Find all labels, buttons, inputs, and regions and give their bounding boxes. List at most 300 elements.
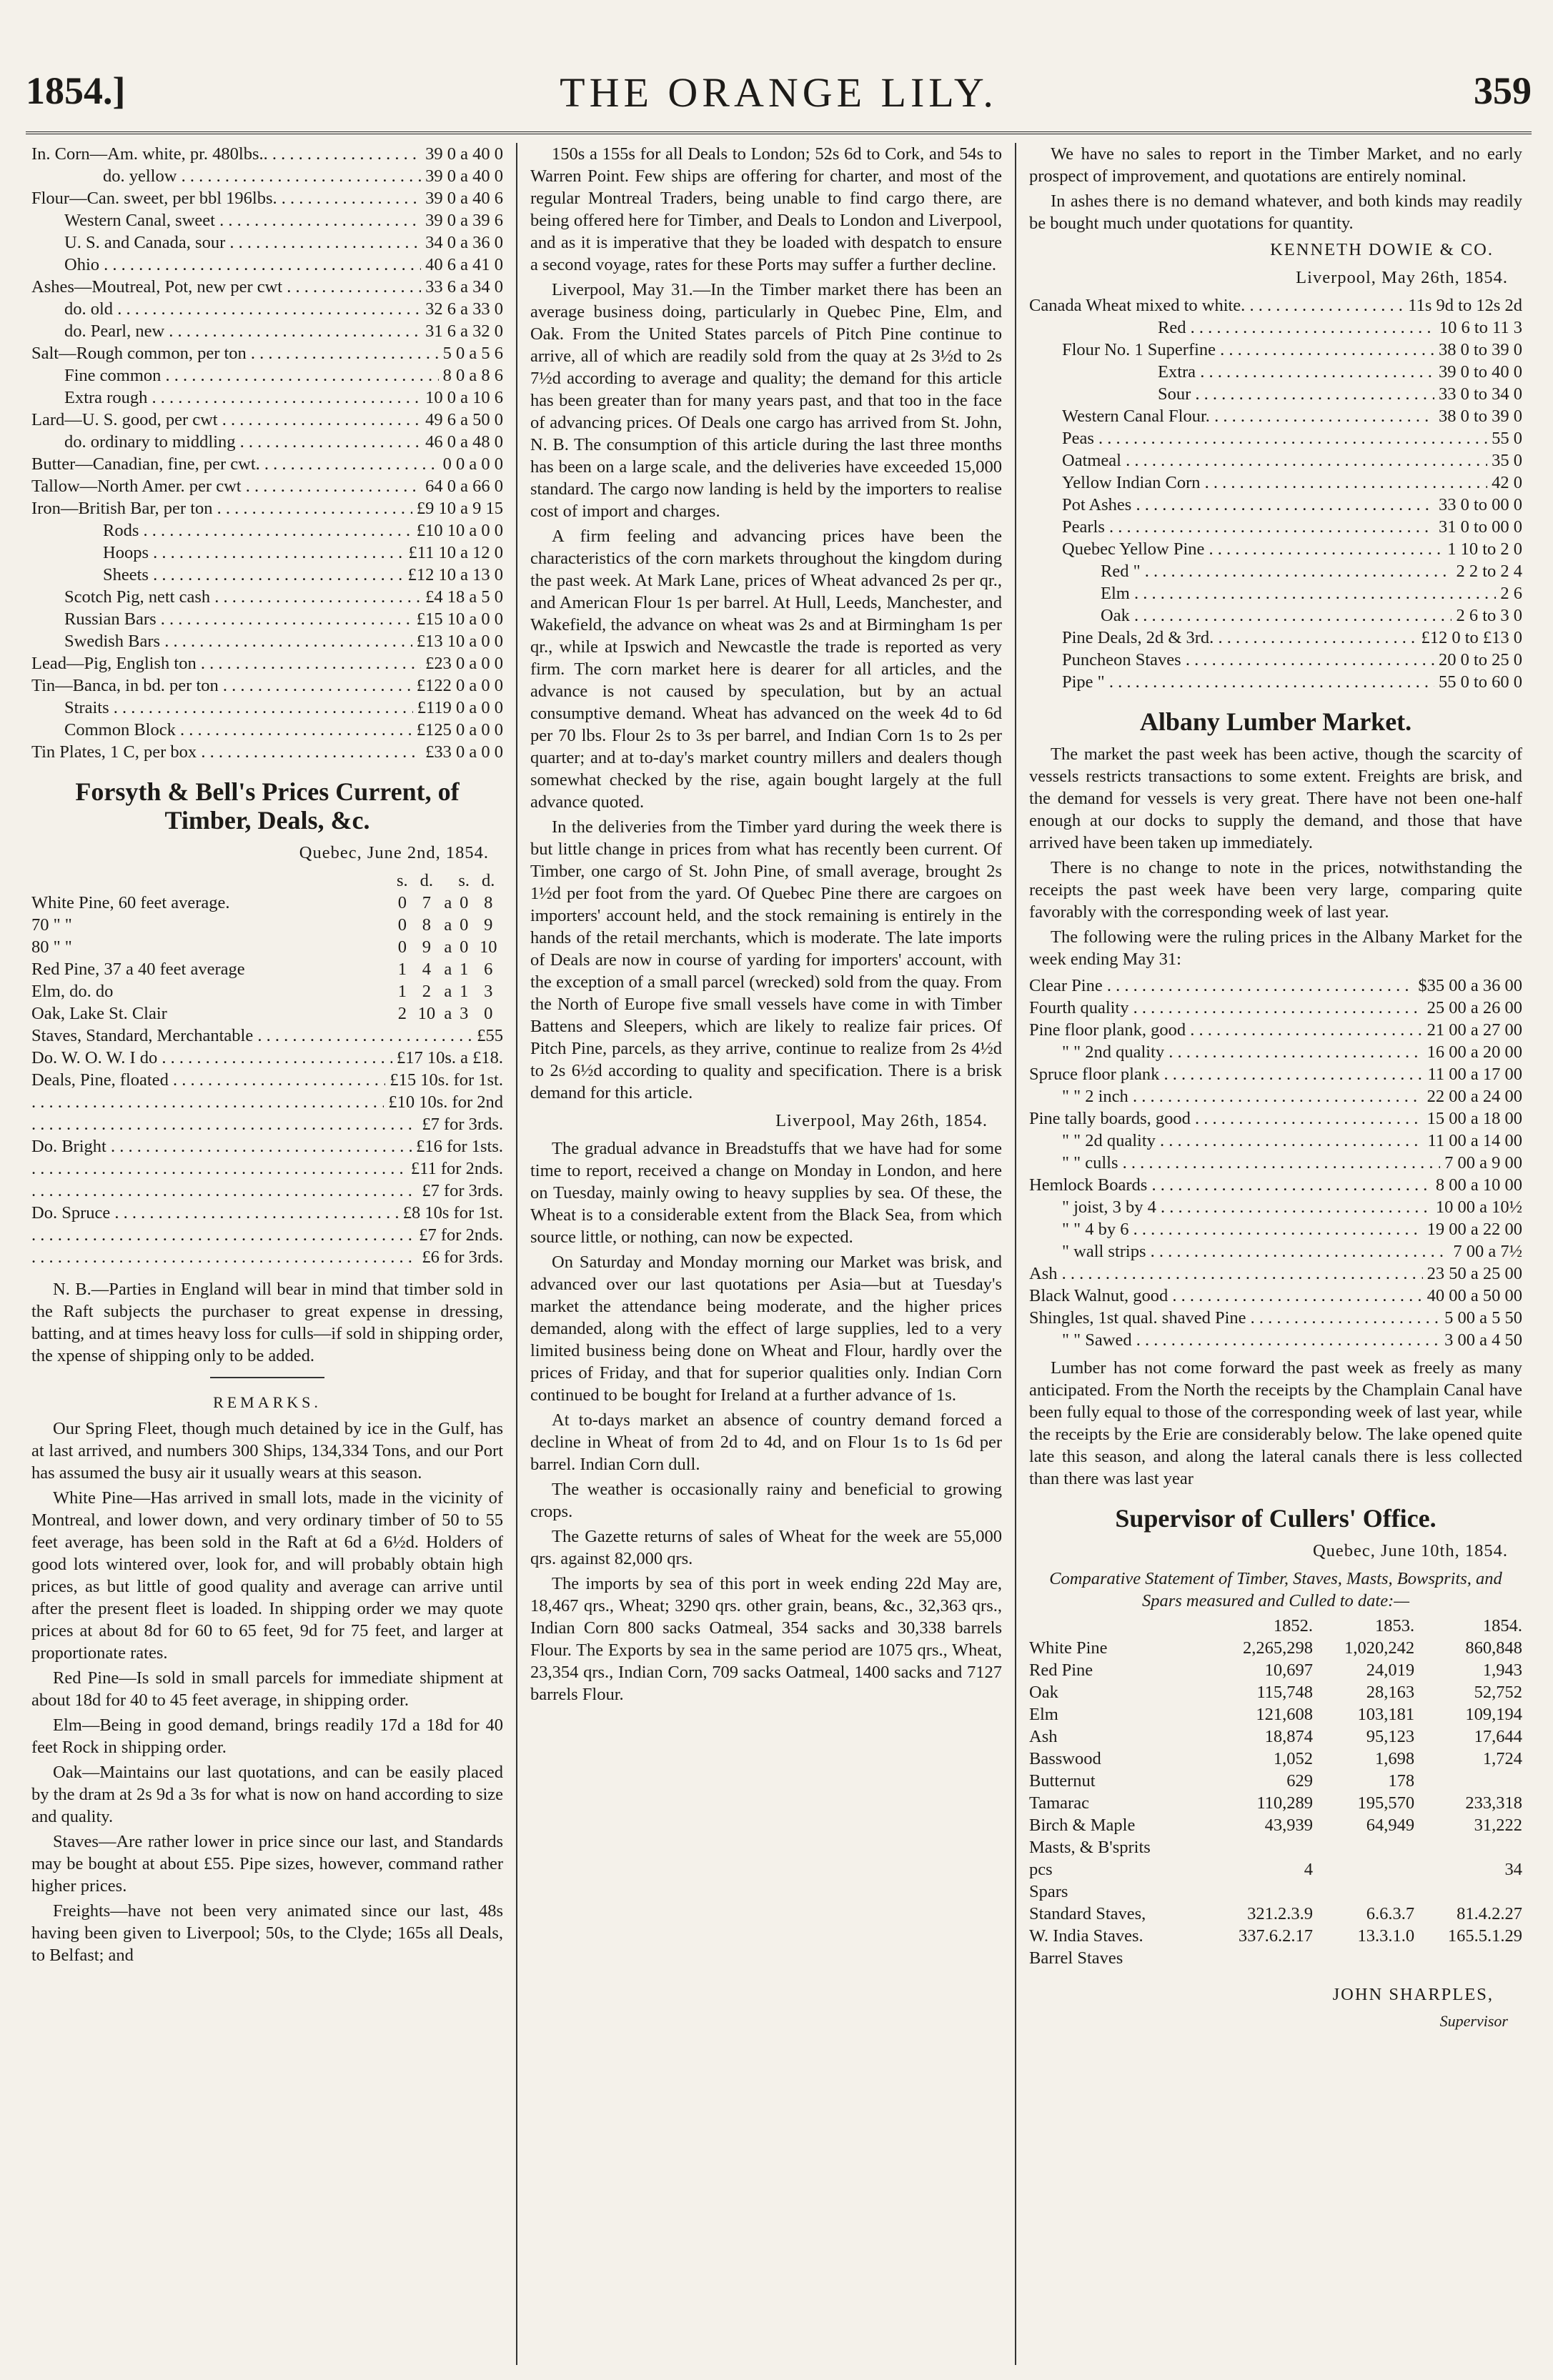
price-label: In. Corn—Am. white, pr. 480lbs.. . . . <box>31 143 421 165</box>
timber-value: a <box>444 1004 452 1023</box>
timber-value: 6 <box>484 960 493 979</box>
cullers-value <box>1414 1770 1522 1792</box>
price-label: do. Pearl, new . . . <box>64 320 421 342</box>
cullers-value <box>1313 1836 1414 1858</box>
deal-value: £15 10s. for 1st. <box>390 1070 503 1090</box>
price-label: Butter—Canadian, fine, per cwt. . . . <box>31 453 439 475</box>
price-value: 42 0 <box>1492 473 1522 492</box>
paragraph: Red Pine—Is sold in small parcels for immediate shipment at about 18d for 40 to 45 feet average, in shipping order. <box>31 1668 503 1710</box>
price-value: 39 0 a 40 6 <box>425 189 503 208</box>
price-value: 15 00 a 18 00 <box>1427 1109 1522 1128</box>
price-label: Lead—Pig, English ton . . . <box>31 652 421 674</box>
price-label: Pine tally boards, good . . . <box>1029 1107 1423 1130</box>
masthead-title: THE ORANGE LILY. <box>560 69 998 116</box>
price-value: 20 0 to 25 0 <box>1438 650 1522 669</box>
year-label: 1852. <box>1273 1616 1314 1635</box>
price-value: 31 6 a 32 0 <box>425 322 503 341</box>
price-row <box>31 143 503 165</box>
price-row <box>31 431 503 453</box>
timber-value: 9 <box>422 937 431 957</box>
cullers-value: 24,019 <box>1366 1660 1415 1680</box>
price-value: £122 0 a 0 0 <box>416 676 503 695</box>
price-value: 39 0 to 40 0 <box>1438 362 1522 382</box>
price-row <box>1029 582 1522 604</box>
price-value: $35 00 a 36 00 <box>1418 976 1522 995</box>
timber-value: 7 <box>422 893 431 912</box>
price-value: 1 10 to 2 0 <box>1447 539 1522 559</box>
price-label: " " 2 inch . . . <box>1062 1085 1423 1107</box>
timber-label: Red Pine, 37 a 40 feet average <box>31 960 245 979</box>
timber-value: 0 <box>460 937 469 957</box>
price-row <box>31 652 503 674</box>
signature: JOHN SHARPLES, <box>1332 1985 1494 2004</box>
cullers-label: Barrel Staves <box>1029 1948 1123 1968</box>
cullers-label: Red Pine <box>1029 1660 1093 1680</box>
price-row <box>1029 1130 1522 1152</box>
price-value: 16 00 a 20 00 <box>1427 1042 1522 1062</box>
cullers-row <box>1029 1770 1522 1792</box>
cullers-value: 10,697 <box>1264 1660 1314 1680</box>
deal-value: £6 for 3rds. <box>422 1248 503 1267</box>
timber-value: 1 <box>460 982 469 1001</box>
price-value: £4 18 a 5 0 <box>425 587 503 607</box>
price-label: do. ordinary to middling . . . <box>64 431 421 453</box>
timber-value: 1 <box>397 960 407 979</box>
albany-report <box>1029 743 1522 970</box>
albany-close: Lumber has not come forward the past week as freely as many anticipated. From the North the receipts by the Champlain Canal have been fully equal to those of the corresponding week of last year, while the receipts by the Erie are considerably below. The lake opened quite late this season, and along the lateral canals there is less collected than there was last year <box>1029 1358 1522 1488</box>
unit-label: s. <box>397 871 408 890</box>
cullers-value: 43,939 <box>1264 1816 1314 1835</box>
deal-row <box>31 1246 503 1268</box>
cullers-row <box>1029 1858 1522 1881</box>
cullers-row <box>1029 1925 1522 1947</box>
price-value: 5 00 a 5 50 <box>1444 1308 1522 1328</box>
price-row <box>1029 1063 1522 1085</box>
price-label: Quebec Yellow Pine . . . <box>1062 538 1443 560</box>
price-row <box>31 364 503 387</box>
cullers-row <box>1029 1836 1522 1858</box>
price-row <box>1029 449 1522 472</box>
cullers-row <box>1029 1748 1522 1770</box>
price-row <box>1029 975 1522 997</box>
price-value: £125 0 a 0 0 <box>416 720 503 740</box>
price-value: 64 0 a 66 0 <box>425 477 503 496</box>
price-row <box>31 497 503 519</box>
price-value: 2 2 to 2 4 <box>1456 562 1522 581</box>
price-row <box>1029 339 1522 361</box>
timber-value: 0 <box>397 893 407 912</box>
deal-label: Do. Spruce . . . <box>31 1202 399 1224</box>
price-row <box>1029 649 1522 671</box>
deal-value: £16 for 1sts. <box>416 1137 503 1156</box>
price-value: 5 0 a 5 6 <box>442 344 503 363</box>
price-value: 21 00 a 27 00 <box>1427 1020 1522 1040</box>
deal-label <box>31 1180 417 1202</box>
cullers-label: Ash <box>1029 1727 1058 1746</box>
paragraph: A firm feeling and advancing prices have been the characteristics of the corn markets throughout the kingdom during the past week. At Mark Lane, prices of Wheat advanced 2s per qr., and American Flour 1s per barrel. At Hull, Leeds, Manchester, and Wakefield, the advance on wheat was 2s and at Birmingham 1s per qr., while at Ipswich and Newcastle the trade is reported as very firm. The corn market here is dearer for all articles, and the advance is not caused by speculation, but by an actual consumptive demand. Wheat has advanced on the week 4d to 6d per 70 lbs. Flour 2s to 3s per barrel, and Indian Corn 1s to 2s per quarter; and at to-day's market country millers and dealers though somewhat checked by the rise, again bought largely at the full advance quoted. <box>530 527 1002 812</box>
deal-value: £10 10s. for 2nd <box>388 1092 503 1112</box>
price-row <box>1029 494 1522 516</box>
timber-value: a <box>444 982 452 1001</box>
timber-value: 0 <box>460 893 469 912</box>
cullers-value: 109,194 <box>1465 1705 1522 1724</box>
page-number: 359 <box>1474 69 1532 112</box>
price-value: 11s 9d to 12s 2d <box>1408 296 1522 315</box>
cullers-value: 110,289 <box>1256 1793 1314 1813</box>
price-value: 7 00 a 7½ <box>1453 1242 1522 1261</box>
cullers-label: W. India Staves. <box>1029 1926 1143 1946</box>
deal-row <box>31 1069 503 1091</box>
timber-value: 3 <box>460 1004 469 1023</box>
price-label: " joist, 3 by 4 . . . <box>1062 1196 1432 1218</box>
price-label: Fine common . . . <box>64 364 439 387</box>
timber-label: 70 " " <box>31 915 72 935</box>
price-value: 34 0 a 36 0 <box>425 233 503 252</box>
price-label: Yellow Indian Corn . . . <box>1062 472 1487 494</box>
cullers-label: Standard Staves, <box>1029 1904 1146 1923</box>
paragraph: In ashes there is no demand whatever, and both kinds may readily be bought much under quotations for quantity. <box>1029 191 1522 233</box>
deal-value: £11 for 2nds. <box>410 1159 503 1178</box>
price-label: Pot Ashes . . . <box>1062 494 1434 516</box>
price-row <box>1029 405 1522 427</box>
timber-row <box>31 1002 503 1025</box>
deal-row <box>31 1047 503 1069</box>
price-label: Pipe " . . . <box>1062 671 1434 693</box>
year-header-row <box>1029 1615 1522 1637</box>
cullers-value: 103,181 <box>1357 1705 1415 1724</box>
price-label: Shingles, 1st qual. shaved Pine . . . <box>1029 1307 1440 1329</box>
paragraph: The following were the ruling prices in the Albany Market for the week ending May 31: <box>1029 927 1522 969</box>
price-row <box>31 453 503 475</box>
price-label: Salt—Rough common, per ton . . . <box>31 342 439 364</box>
cullers-row <box>1029 1681 1522 1703</box>
price-label: Extra . . . <box>1158 361 1434 383</box>
deal-label <box>31 1224 415 1246</box>
cullers-row <box>1029 1814 1522 1836</box>
timber-row <box>31 936 503 958</box>
price-label: " " 4 by 6 . . . <box>1062 1218 1423 1240</box>
price-value: £12 0 to £13 0 <box>1421 628 1522 647</box>
price-value: £12 10 a 13 0 <box>407 565 503 584</box>
deal-label: Staves, Standard, Merchantable . . . <box>31 1025 472 1047</box>
paragraph: In the deliveries from the Timber yard during the week there is but little change in prices from what has recently been current. Of Timber, one cargo of St. John Pine, of small average, brought 2s 1½d per foot from the yard. Of Quebec Pine there are cargoes on importers' account held, and the stock remaining is entirely in the hands of the retail merchants, which is moderate. The late imports of Deals are now in course of yarding for importers' account, with the exception of a small parcel (wrecked) sold from the quay. From the North of Europe five small vessels have come in with Timber Battens and Sleepers, which are likely to realize fair prices. Of Pitch Pine, parcels, as they arrive, continue to realize from 2s 4½d to 2s 6½d according to quality and specification. There is a brisk demand for this article. <box>530 817 1002 1102</box>
price-value: 10 00 a 10½ <box>1435 1198 1522 1217</box>
price-row <box>31 276 503 298</box>
price-label: Sour . . . <box>1158 383 1434 405</box>
price-row <box>31 608 503 630</box>
price-label: " " 2nd quality . . . <box>1062 1041 1423 1063</box>
price-row <box>1029 317 1522 339</box>
cullers-value: 233,318 <box>1465 1793 1522 1813</box>
price-row <box>1029 604 1522 627</box>
cullers-value <box>1414 1947 1522 1969</box>
cullers-table <box>1029 1615 1522 1969</box>
deal-value: £7 for 3rds. <box>422 1181 503 1200</box>
price-row <box>31 209 503 231</box>
price-row <box>31 231 503 254</box>
price-value: £23 0 a 0 0 <box>425 654 503 673</box>
price-label: Tallow—North Amer. per cwt . . . <box>31 475 421 497</box>
paragraph: On Saturday and Monday morning our Market was brisk, and advanced over our last quotations per Asia—but at Tuesday's market the attendance being moderate, and the higher prices demanded, along with the effect of large supplies, led to a very limited business being done on Wheat and Flour, hardly over the prices of Friday, and that for superior qualities only. Indian Corn continued to be bought for Ireland at a further advance of 1s. <box>530 1253 1002 1405</box>
deal-label: Deals, Pine, floated . . . <box>31 1069 385 1091</box>
price-row <box>1029 1329 1522 1351</box>
timber-value: a <box>444 893 452 912</box>
price-value: 40 00 a 50 00 <box>1427 1286 1522 1305</box>
price-value: 10 0 a 10 6 <box>425 388 503 407</box>
cullers-heading: Supervisor of Cullers' Office. <box>1115 1504 1437 1533</box>
price-value: 32 6 a 33 0 <box>425 299 503 319</box>
price-value: 33 0 to 34 0 <box>1438 384 1522 404</box>
paragraph: At to-days market an absence of country demand forced a decline in Wheat of from 2d to 4d, and on Flour 1s to 1s 6d per barrel. Indian Corn dull. <box>530 1410 1002 1474</box>
price-row <box>1029 1107 1522 1130</box>
cullers-label: Butternut <box>1029 1771 1096 1791</box>
deal-label: Do. Bright . . . <box>31 1135 412 1157</box>
dateline: Quebec, June 10th, 1854. <box>1312 1541 1508 1560</box>
cullers-value: 52,752 <box>1474 1683 1522 1702</box>
unit-label: d. <box>482 871 495 890</box>
cullers-value: 95,123 <box>1366 1727 1415 1746</box>
cullers-label: White Pine <box>1029 1638 1108 1658</box>
cullers-label: Oak <box>1029 1683 1058 1702</box>
price-row <box>31 741 503 763</box>
timber-value: 1 <box>397 982 407 1001</box>
price-row <box>31 165 503 187</box>
price-value: 39 0 a 40 0 <box>425 144 503 164</box>
dateline: Quebec, June 2nd, 1854. <box>299 843 489 862</box>
price-row <box>1029 1218 1522 1240</box>
deal-row <box>31 1113 503 1135</box>
cullers-value <box>1414 1881 1522 1903</box>
deal-value: £7 for 3rds. <box>422 1115 503 1134</box>
price-row <box>31 342 503 364</box>
cullers-row <box>1029 1659 1522 1681</box>
price-row <box>1029 1085 1522 1107</box>
price-label: " " 2d quality . . . <box>1062 1130 1424 1152</box>
cullers-value: 115,748 <box>1256 1683 1314 1702</box>
paragraph: Oak—Maintains our last quotations, and can be easily placed by the dram at 2s 9d a 3s for what is now on hand according to size and quality. <box>31 1763 503 1826</box>
cullers-value: 1,052 <box>1273 1749 1314 1768</box>
cullers-value: 860,848 <box>1465 1638 1522 1658</box>
price-row <box>31 298 503 320</box>
cullers-value: 17,644 <box>1474 1727 1522 1746</box>
price-row <box>1029 1152 1522 1174</box>
timber-value: 9 <box>484 915 493 935</box>
price-value: 3 00 a 4 50 <box>1444 1330 1522 1350</box>
price-value: 11 00 a 14 00 <box>1427 1131 1522 1150</box>
dateline: Liverpool, May 26th, 1854. <box>775 1111 988 1130</box>
price-label: Extra rough . . . <box>64 387 421 409</box>
price-label: Iron—British Bar, per ton . . . <box>31 497 412 519</box>
albany-prices <box>1029 975 1522 1351</box>
price-row <box>31 564 503 586</box>
price-label: Scotch Pig, nett cash . . . <box>64 586 421 608</box>
dateline: Liverpool, May 26th, 1854. <box>1296 268 1508 287</box>
price-row <box>1029 472 1522 494</box>
price-label: " " Sawed . . . <box>1062 1329 1440 1351</box>
price-value: 38 0 to 39 0 <box>1438 407 1522 426</box>
timber-value: 2 <box>397 1004 407 1023</box>
price-label: Common Block . . . <box>64 719 412 741</box>
cullers-label: pcs <box>1029 1860 1053 1879</box>
divider <box>210 1377 324 1378</box>
deal-value: £17 10s. a £18. <box>396 1048 503 1067</box>
column-1 <box>31 143 503 2365</box>
cullers-label: Basswood <box>1029 1749 1101 1768</box>
price-label: Spruce floor plank . . . <box>1029 1063 1424 1085</box>
price-row <box>1029 1196 1522 1218</box>
price-value: 11 00 a 17 00 <box>1427 1065 1522 1084</box>
price-value: 8 00 a 10 00 <box>1435 1175 1522 1195</box>
price-value: 33 6 a 34 0 <box>425 277 503 297</box>
nb-note: N. B.—Parties in England will bear in mind that timber sold in the Raft subjects the purchaser to great expense in dressing, batting, and at times heavy loss for culls—if sold in shipping order, the xpense of shipping only to be added. <box>31 1280 503 1365</box>
price-value: 39 0 a 40 0 <box>425 166 503 186</box>
price-label: Ash . . . <box>1029 1263 1423 1285</box>
cullers-value: 1,698 <box>1374 1749 1415 1768</box>
timber-value: 0 <box>397 915 407 935</box>
cullers-row <box>1029 1637 1522 1659</box>
price-label: Rods . . . <box>103 519 412 542</box>
timber-value: 8 <box>484 893 493 912</box>
timber-market-note <box>1029 143 1522 234</box>
price-label: Elm . . . <box>1101 582 1496 604</box>
price-label: Ohio . . . <box>64 254 421 276</box>
price-value: 55 0 <box>1492 429 1522 448</box>
timber-label: White Pine, 60 feet average. <box>31 893 230 912</box>
price-row <box>1029 538 1522 560</box>
price-label: Red " . . . <box>1101 560 1452 582</box>
cullers-value: 321.2.3.9 <box>1247 1904 1314 1923</box>
timber-value: 0 <box>484 1004 493 1023</box>
deal-row <box>31 1157 503 1180</box>
deal-row <box>31 1025 503 1047</box>
masthead <box>26 69 1532 147</box>
cullers-row <box>1029 1726 1522 1748</box>
timber-value: a <box>444 960 452 979</box>
price-value: 40 6 a 41 0 <box>425 255 503 274</box>
cullers-value: 6.6.3.7 <box>1366 1904 1415 1923</box>
price-value: 25 00 a 26 00 <box>1427 998 1522 1017</box>
year-label: 1854. <box>1482 1616 1522 1635</box>
timber-value: a <box>444 915 452 935</box>
deal-label <box>31 1113 417 1135</box>
price-label: " wall strips . . . <box>1062 1240 1449 1263</box>
paragraph: Our Spring Fleet, though much detained by ice in the Gulf, has at last arrived, and numbers 300 Ships, 134,334 Tons, and our Port has assumed the busy air it usually wears at this season. <box>31 1419 503 1483</box>
price-row <box>1029 1174 1522 1196</box>
price-value: £9 10 a 9 15 <box>416 499 503 518</box>
price-label: Ashes—Moutreal, Pot, new per cwt . . . <box>31 276 421 298</box>
price-value: £119 0 a 0 0 <box>417 698 503 717</box>
price-row <box>1029 383 1522 405</box>
paragraph: 150s a 155s for all Deals to London; 52s 6d to Cork, and 54s to Warren Point. Few ships are offering for charter, and most of the regular Montreal Traders, being unable to find cargo there, are being offered here for Timber, and Deals to London and Liverpool, and as it is imperative that they be loaded with despatch to ensure a second voyage, rates for these Ports may suffer a further decline. <box>530 144 1002 274</box>
price-label: do. old . . . <box>64 298 421 320</box>
paragraph: The weather is occasionally rainy and beneficial to growing crops. <box>530 1480 1002 1521</box>
cullers-value: 18,874 <box>1264 1727 1314 1746</box>
price-row <box>31 475 503 497</box>
cullers-value <box>1313 1947 1414 1969</box>
cullers-label: Spars <box>1029 1882 1068 1901</box>
price-row <box>1029 1263 1522 1285</box>
column-rule <box>1015 143 1016 2365</box>
cullers-label: Tamarac <box>1029 1793 1089 1813</box>
price-label: " " culls . . . <box>1062 1152 1440 1174</box>
masthead-year: 1854.] <box>26 69 126 112</box>
price-label: U. S. and Canada, sour . . . <box>64 231 421 254</box>
timber-row <box>31 958 503 980</box>
price-value: 35 0 <box>1492 451 1522 470</box>
price-row <box>1029 997 1522 1019</box>
paragraph: White Pine—Has arrived in small lots, made in the vicinity of Montreal, and lower down, and very ordinary timber of 50 to 55 feet average, has been sold in the Raft at 6d a 6½d. Holders of good lots wintered over, look for, and will probably obtain high prices, as but little of good quality and average can arrive until after the present fleet is loaded. In shipping order we may quote prices at about 8d for 60 to 65 feet, 9d for 75 feet, and larger at proportionate rates. <box>31 1488 503 1663</box>
price-value: 7 00 a 9 00 <box>1444 1153 1522 1172</box>
price-row <box>1029 1019 1522 1041</box>
timber-value: 10 <box>479 937 497 957</box>
cullers-row <box>1029 1881 1522 1903</box>
timber-row <box>31 892 503 914</box>
cullers-label: Elm <box>1029 1705 1058 1724</box>
price-row <box>1029 1041 1522 1063</box>
timber-value: 10 <box>417 1004 436 1023</box>
paragraph: The imports by sea of this port in week ending 22d May are, 18,467 qrs., Wheat; 3290 qrs. other grain, beans, &c., 32,363 qrs., Indian Corn 800 sacks Oatmeal, 354 sacks and 30,338 barrels Flour. The Exports by sea in the same period are 1075 qrs., Wheat, 23,354 qrs., Indian Corn, 709 sacks Oatmeal, 1400 sacks and 7127 barrels Flour. <box>530 1574 1002 1704</box>
price-label: Fourth quality . . . <box>1029 997 1423 1019</box>
price-row <box>1029 1285 1522 1307</box>
timber-row <box>31 914 503 936</box>
price-label: Flour—Can. sweet, per bbl 196lbs. . . . <box>31 187 421 209</box>
price-label: Black Walnut, good . . . <box>1029 1285 1423 1307</box>
deal-label <box>31 1246 417 1268</box>
cullers-value: 629 <box>1286 1771 1314 1791</box>
price-value: 2 6 to 3 0 <box>1456 606 1522 625</box>
paragraph: Staves—Are rather lower in price since our last, and Standards may be bought at about £55. Pipe sizes, however, command rather higher prices. <box>31 1832 503 1896</box>
cullers-value: 178 <box>1388 1771 1415 1791</box>
timber-label: Elm, do. do <box>31 982 114 1001</box>
timber-row <box>31 980 503 1002</box>
price-row <box>31 542 503 564</box>
price-value: £15 10 a 0 0 <box>416 609 503 629</box>
timber-value: a <box>444 937 452 957</box>
price-row <box>1029 627 1522 649</box>
price-label: Sheets . . . <box>103 564 404 586</box>
price-label: Straits . . . <box>64 697 413 719</box>
cullers-row <box>1029 1792 1522 1814</box>
remarks-title: REMARKS. <box>213 1393 322 1411</box>
cullers-value: 13.3.1.0 <box>1357 1926 1415 1946</box>
price-label: Puncheon Staves . . . <box>1062 649 1434 671</box>
deal-row <box>31 1202 503 1224</box>
price-label: Oak . . . <box>1101 604 1452 627</box>
cullers-value <box>1205 1836 1313 1858</box>
price-row <box>31 697 503 719</box>
cullers-value <box>1313 1881 1414 1903</box>
forsyth-heading: Forsyth & Bell's Prices Current, of Timber, Deals, &c. <box>75 777 460 835</box>
cullers-value: 165.5.1.29 <box>1447 1926 1522 1946</box>
cullers-value <box>1205 1881 1313 1903</box>
price-row <box>1029 1240 1522 1263</box>
price-label: Swedish Bars . . . <box>64 630 412 652</box>
price-label: Pine floor plank, good . . . <box>1029 1019 1423 1041</box>
paragraph: The market the past week has been active, though the scarcity of vessels restricts transactions to some extent. Freights are brisk, and the demand for vessels is very great. There have not been one-half enough at our docks to supply the demand, and those that have arrived have been taken up immediately. <box>1029 745 1522 852</box>
deal-row <box>31 1135 503 1157</box>
cullers-value: 1,724 <box>1482 1749 1522 1768</box>
price-label: do. yellow . . . <box>103 165 421 187</box>
price-value: 23 50 a 25 00 <box>1427 1264 1522 1283</box>
signature-title: Supervisor <box>1439 2012 1508 2030</box>
price-value: 8 0 a 8 6 <box>442 366 503 385</box>
price-row <box>1029 427 1522 449</box>
deals-list <box>31 1025 503 1268</box>
liverpool-prices <box>1029 294 1522 693</box>
cullers-value: 337.6.2.17 <box>1238 1926 1314 1946</box>
year-label: 1853. <box>1374 1616 1415 1635</box>
column-2 <box>530 143 1002 2365</box>
